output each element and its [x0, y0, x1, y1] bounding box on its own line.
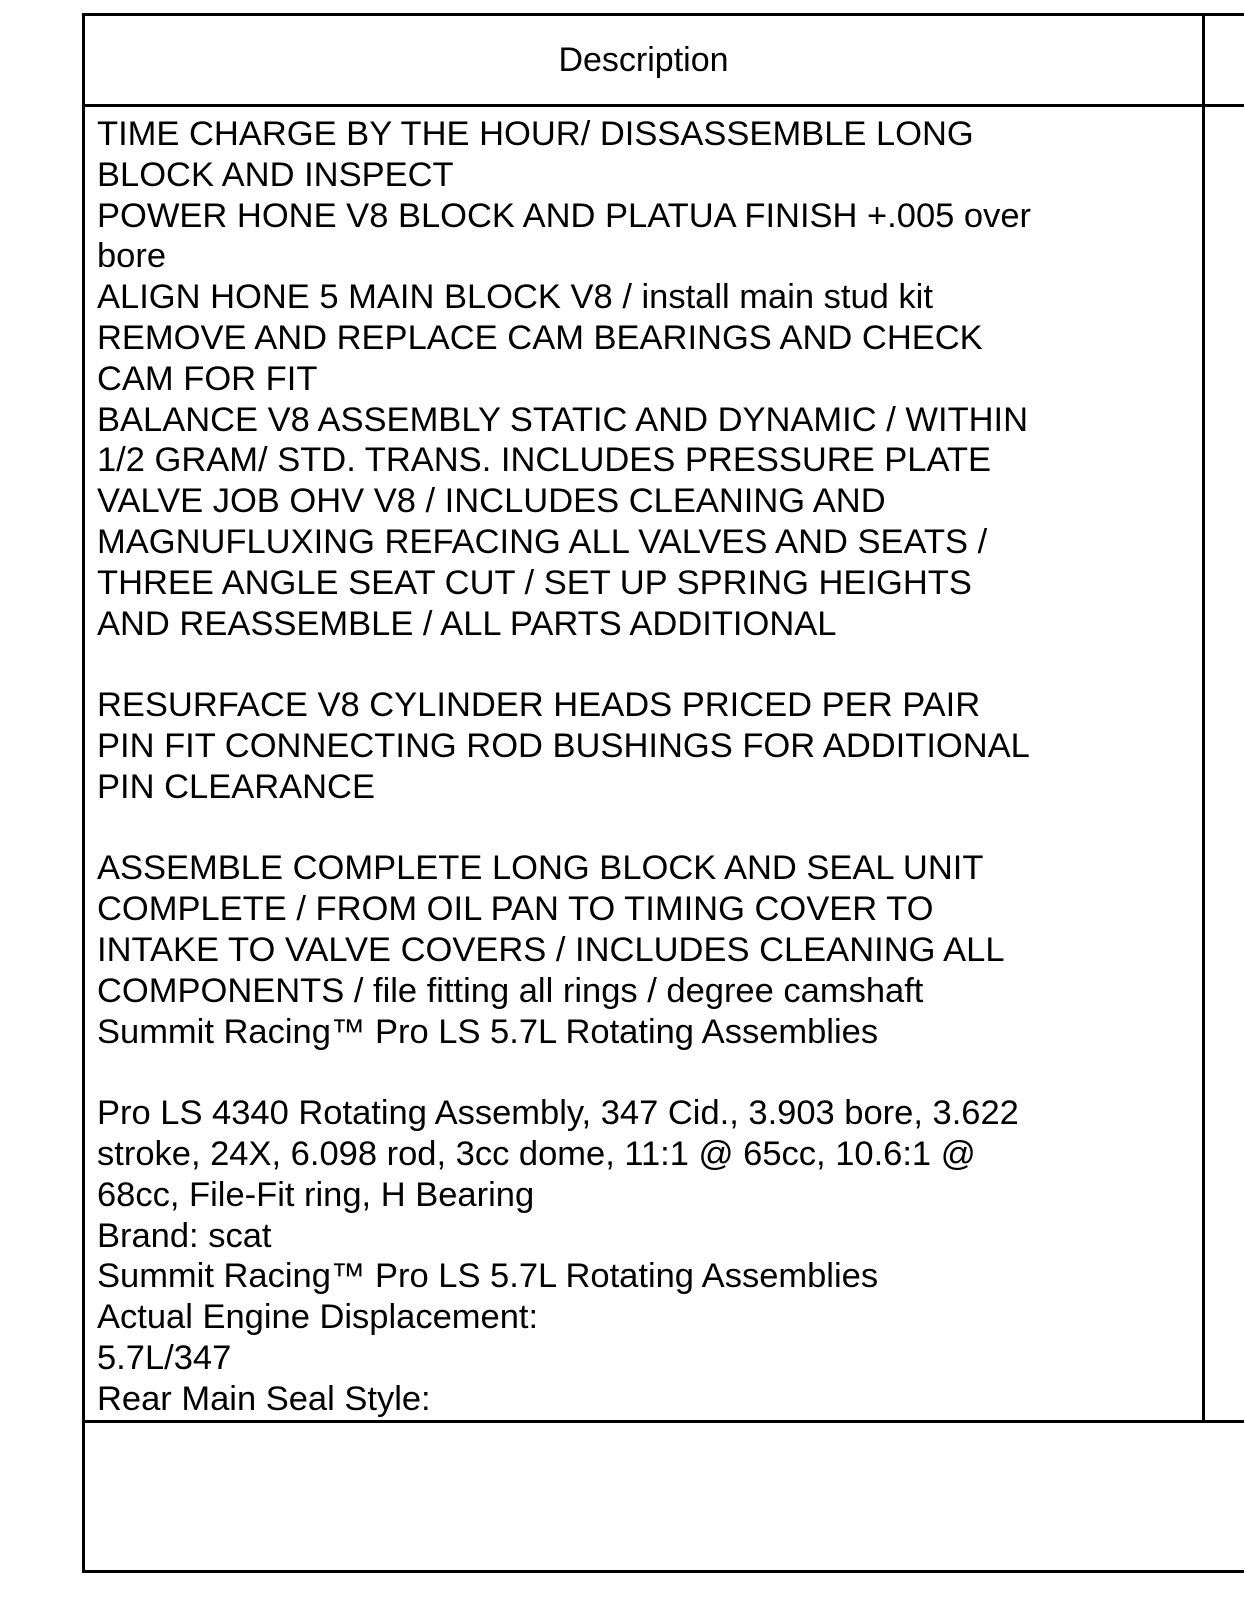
description-line: 68cc, File-Fit ring, H Bearing — [97, 1175, 535, 1214]
description-line: COMPLETE / FROM OIL PAN TO TIMING COVER TO — [97, 890, 934, 929]
description-line: RESURFACE V8 CYLINDER HEADS PRICED PER PAIR — [97, 686, 981, 725]
description-line: Summit Racing™ Pro LS 5.7L Rotating Assemblies — [97, 1012, 879, 1051]
empty-footer-row — [85, 1423, 1244, 1570]
description-line: 5.7L/347 — [97, 1338, 232, 1377]
description-line: VALVE JOB OHV V8 / INCLUDES CLEANING AND — [97, 482, 886, 521]
description-line: REMOVE AND REPLACE CAM BEARINGS AND CHECK — [97, 318, 983, 357]
blank-line — [97, 808, 1192, 849]
description-line: BALANCE V8 ASSEMBLY STATIC AND DYNAMIC / WITHIN — [97, 400, 1029, 439]
description-line: INTAKE TO VALVE COVERS / INCLUDES CLEANING ALL — [97, 930, 1005, 969]
description-line: ASSEMBLE COMPLETE LONG BLOCK AND SEAL UNIT — [97, 849, 984, 888]
description-line: Pro LS 4340 Rotating Assembly, 347 Cid., 3.903 bore, 3.622 — [97, 1094, 1019, 1133]
blank-line — [97, 1052, 1192, 1093]
description-cell — [97, 114, 1192, 1418]
description-line: TIME CHARGE BY THE HOUR/ DISSASSEMBLE LONG — [97, 115, 974, 153]
description-line: 1/2 GRAM/ STD. TRANS. INCLUDES PRESSURE PLATE — [97, 441, 992, 480]
blank-line — [97, 644, 1192, 685]
description-line: Brand: scat — [97, 1216, 272, 1255]
column-header-description: Description — [558, 40, 729, 79]
description-line: MAGNUFLUXING REFACING ALL VALVES AND SEATS / — [97, 522, 988, 561]
header-divider — [85, 104, 1244, 107]
description-line: COMPONENTS / file fitting all rings / degree camshaft — [97, 971, 924, 1010]
description-line: bore — [97, 237, 167, 276]
description-line: POWER HONE V8 BLOCK AND PLATUA FINISH +.005 over — [97, 196, 1032, 235]
description-line: Rear Main Seal Style: — [97, 1379, 431, 1418]
description-line: AND REASSEMBLE / ALL PARTS ADDITIONAL — [97, 604, 837, 643]
description-line: THREE ANGLE SEAT CUT / SET UP SPRING HEIGHTS — [97, 563, 972, 602]
column-divider — [1202, 16, 1205, 1423]
description-line: BLOCK AND INSPECT — [97, 155, 454, 194]
description-table — [82, 13, 1244, 1573]
description-line: ALIGN HONE 5 MAIN BLOCK V8 / install main stud kit — [97, 278, 933, 317]
description-line: Summit Racing™ Pro LS 5.7L Rotating Assemblies — [97, 1257, 879, 1296]
description-line: Actual Engine Displacement: — [97, 1298, 539, 1337]
description-line: CAM FOR FIT — [97, 359, 318, 398]
description-line: PIN FIT CONNECTING ROD BUSHINGS FOR ADDITIONAL — [97, 726, 1030, 765]
description-line: stroke, 24X, 6.098 rod, 3cc dome, 11:1 @ 65cc, 10.6:1 @ — [97, 1134, 976, 1173]
description-line: PIN CLEARANCE — [97, 767, 375, 806]
